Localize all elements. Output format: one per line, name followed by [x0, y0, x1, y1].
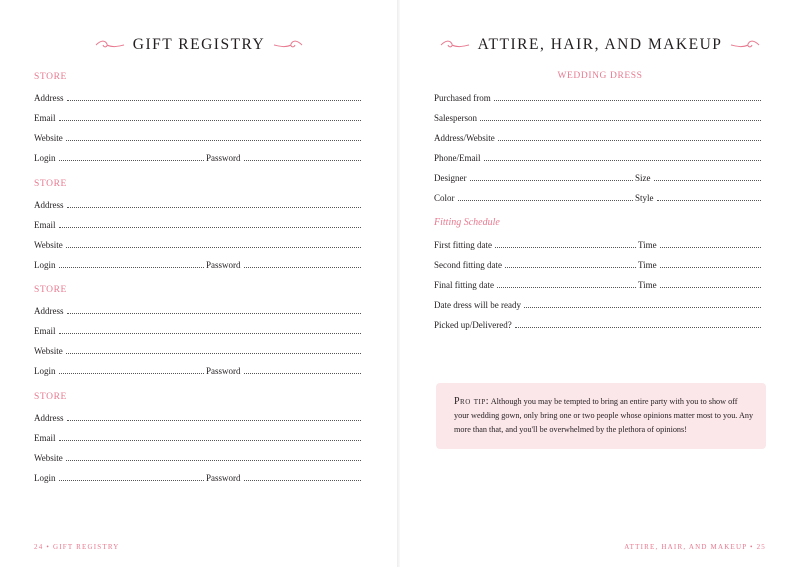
field-label: Address	[34, 413, 64, 423]
pro-tip-body: Although you may be tempted to bring an entire party with you to show off your wedding gown, only bring one or two people whose opinions matter most to you. Any more than that, and you'll be overwhelmed by the plethora of opinions!	[454, 397, 754, 434]
fill-in-line[interactable]	[59, 227, 362, 228]
fill-in-line[interactable]	[515, 327, 761, 328]
form-row	[434, 318, 763, 330]
fill-in-line[interactable]	[67, 313, 362, 314]
fill-in-line[interactable]	[660, 267, 761, 268]
pro-tip-label: Pro tip:	[454, 396, 490, 407]
field-label: Salesperson	[434, 113, 477, 123]
field-label: Website	[34, 346, 63, 356]
field-label: Password	[206, 366, 241, 376]
right-flourish-icon	[273, 40, 303, 50]
field-label: Login	[34, 260, 56, 270]
field-label: Style	[635, 193, 654, 203]
fill-in-line[interactable]	[498, 140, 761, 141]
store-label: STORE	[34, 72, 67, 82]
fill-in-line[interactable]	[66, 140, 361, 141]
form-row	[34, 111, 363, 123]
field-label: Password	[206, 260, 241, 270]
fill-in-line[interactable]	[59, 120, 362, 121]
right-folio: ATTIRE, HAIR, AND MAKEUP • 25	[624, 543, 766, 551]
field-label: Website	[34, 240, 63, 250]
fill-in-line[interactable]	[244, 267, 361, 268]
pro-tip-box	[436, 383, 766, 449]
field-label: Email	[34, 326, 56, 336]
wedding-dress-label: WEDDING DRESS	[557, 71, 643, 81]
gift-registry-heading	[0, 36, 398, 54]
field-label: Picked up/Delivered?	[434, 320, 512, 330]
fill-in-line[interactable]	[484, 160, 762, 161]
fill-in-line[interactable]	[59, 160, 205, 161]
fill-in-line[interactable]	[244, 480, 361, 481]
form-row	[34, 238, 363, 250]
fill-in-line[interactable]	[59, 373, 205, 374]
fill-in-line[interactable]	[59, 333, 362, 334]
form-row	[434, 171, 763, 183]
form-row	[34, 324, 363, 336]
page-title: GIFT REGISTRY	[132, 36, 266, 53]
pro-tip-text	[454, 395, 754, 437]
fill-in-line[interactable]	[244, 373, 361, 374]
form-row	[34, 364, 363, 376]
fill-in-line[interactable]	[59, 267, 205, 268]
form-row	[434, 278, 763, 290]
field-label: Address	[34, 93, 64, 103]
form-row	[34, 431, 363, 443]
field-label: Password	[206, 153, 241, 163]
form-row	[434, 191, 763, 203]
field-label: Email	[34, 220, 56, 230]
form-row	[434, 131, 763, 143]
form-row	[34, 258, 363, 270]
fill-in-line[interactable]	[67, 100, 362, 101]
form-row	[34, 471, 363, 483]
field-label: Date dress will be ready	[434, 300, 521, 310]
left-flourish-icon	[95, 40, 125, 50]
store-label: STORE	[34, 285, 67, 295]
fill-in-line[interactable]	[660, 287, 761, 288]
form-row	[434, 258, 763, 270]
form-row	[34, 198, 363, 210]
form-row	[34, 344, 363, 356]
field-label: First fitting date	[434, 240, 492, 250]
fill-in-line[interactable]	[654, 180, 762, 181]
right-flourish-icon	[730, 40, 760, 50]
attire-heading	[400, 36, 800, 54]
fill-in-line[interactable]	[458, 200, 633, 201]
field-label: Phone/Email	[434, 153, 481, 163]
form-row	[434, 91, 763, 103]
field-label: Email	[34, 113, 56, 123]
form-row	[34, 151, 363, 163]
store-label: STORE	[34, 392, 67, 402]
field-label: Login	[34, 366, 56, 376]
fill-in-line[interactable]	[660, 247, 761, 248]
fill-in-line[interactable]	[470, 180, 634, 181]
field-label: Final fitting date	[434, 280, 494, 290]
field-label: Time	[638, 260, 657, 270]
form-row	[434, 151, 763, 163]
left-page	[0, 0, 398, 567]
form-row	[34, 91, 363, 103]
field-label: Color	[434, 193, 455, 203]
fitting-schedule-heading: Fitting Schedule	[434, 217, 500, 228]
field-label: Second fitting date	[434, 260, 502, 270]
right-page	[400, 0, 800, 567]
left-flourish-icon	[440, 40, 470, 50]
fill-in-line[interactable]	[67, 207, 362, 208]
fill-in-line[interactable]	[59, 480, 205, 481]
form-row	[34, 411, 363, 423]
field-label: Login	[34, 473, 56, 483]
fill-in-line[interactable]	[480, 120, 761, 121]
fill-in-line[interactable]	[495, 247, 636, 248]
form-row	[434, 238, 763, 250]
form-row	[34, 451, 363, 463]
field-label: Time	[638, 280, 657, 290]
field-label: Time	[638, 240, 657, 250]
field-label: Login	[34, 153, 56, 163]
form-row	[34, 218, 363, 230]
field-label: Website	[34, 133, 63, 143]
fill-in-line[interactable]	[524, 307, 761, 308]
form-row	[34, 131, 363, 143]
field-label: Address/Website	[434, 133, 495, 143]
field-label: Website	[34, 453, 63, 463]
fill-in-line[interactable]	[244, 160, 361, 161]
fill-in-line[interactable]	[657, 200, 761, 201]
left-folio: 24 • GIFT REGISTRY	[34, 543, 120, 551]
fill-in-line[interactable]	[494, 100, 761, 101]
form-row	[434, 111, 763, 123]
field-label: Password	[206, 473, 241, 483]
fill-in-line[interactable]	[497, 287, 636, 288]
field-label: Purchased from	[434, 93, 491, 103]
fill-in-line[interactable]	[505, 267, 636, 268]
fill-in-line[interactable]	[67, 420, 362, 421]
field-label: Designer	[434, 173, 467, 183]
field-label: Email	[34, 433, 56, 443]
field-label: Address	[34, 200, 64, 210]
form-row	[434, 298, 763, 310]
fill-in-line[interactable]	[66, 247, 361, 248]
store-label: STORE	[34, 179, 67, 189]
page-title: ATTIRE, HAIR, AND MAKEUP	[477, 36, 723, 53]
form-row	[34, 304, 363, 316]
fill-in-line[interactable]	[59, 440, 362, 441]
field-label: Address	[34, 306, 64, 316]
fill-in-line[interactable]	[66, 460, 361, 461]
fill-in-line[interactable]	[66, 353, 361, 354]
field-label: Size	[635, 173, 651, 183]
